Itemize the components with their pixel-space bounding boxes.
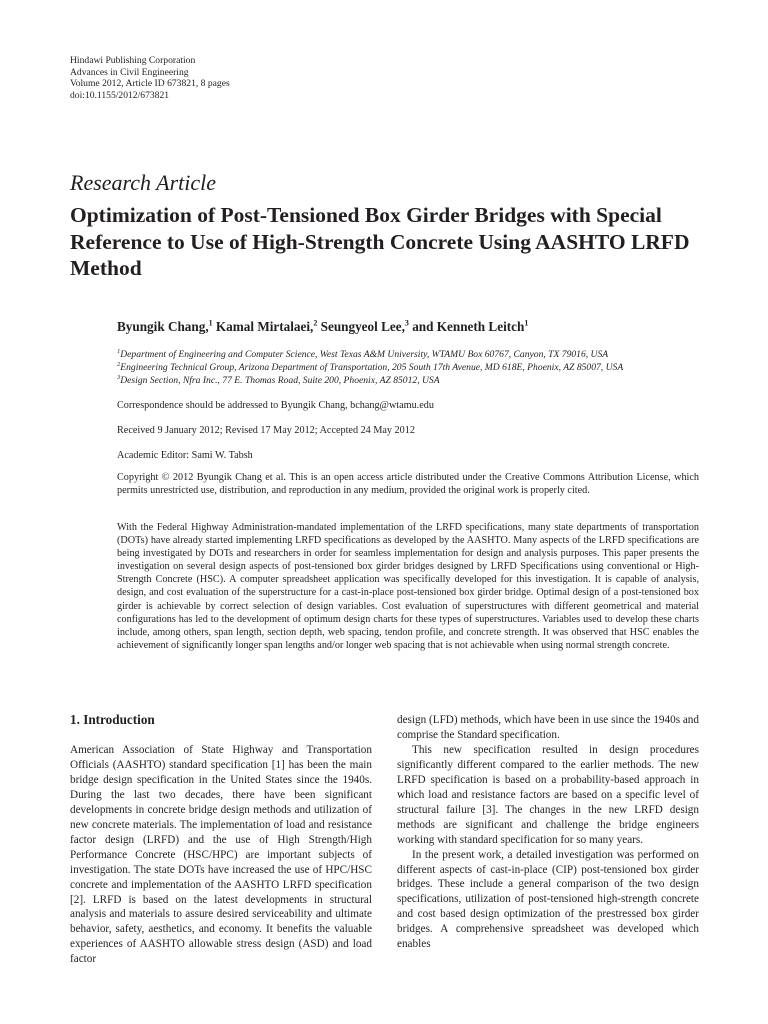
body-paragraph: In the present work, a detailed investigation was performed on different aspects of cast-in-place (CIP) post-tensioned box girder bridges. These include a general comparison of the two design specifications, utilization of post-tensioned high-strength concrete and cost based design optimization of the prestressed box girder bridges. A comprehensive spreadsheet was developed which enables (397, 848, 699, 951)
body-paragraph: design (LFD) methods, which have been in use since the 1940s and comprise the Standard specification. (397, 714, 699, 741)
author-name: Seungyeol Lee, (320, 319, 405, 334)
copyright-notice: Copyright © 2012 Byungik Chang et al. This is an open access article distributed under the Creative Commons Attribution License, which permits unrestricted use, distribution, and reproduction in any medium, provided the original work is properly cited. (117, 472, 699, 497)
volume-info: Volume 2012, Article ID 673821, 8 pages (70, 78, 230, 90)
body-paragraph: This new specification resulted in design procedures significantly different compared to the earlier methods. The new LRFD specification is based on a probability-based approach in which load and resistance factors are based on a specific level of structural failure [3]. The changes in the new LRFD design methods are significant and challenge the bridge engineers working with standard specification for so many years. (397, 743, 699, 846)
affiliation (117, 348, 623, 361)
correspondence: Correspondence should be addressed to Byungik Chang, bchang@wtamu.edu (117, 400, 434, 411)
affiliation-text: Department of Engineering and Computer Science, West Texas A&M University, WTAMU Box 60767, Canyon, TX 79016, USA (120, 349, 609, 360)
affiliation-text: Engineering Technical Group, Arizona Department of Transportation, 205 South 17th Avenue, MD 618E, Phoenix, AZ 85007, USA (120, 362, 624, 373)
author-name: and Kenneth Leitch (412, 319, 525, 334)
author-affiliation-mark: 1 (524, 318, 529, 328)
article-type: Research Article (70, 170, 217, 195)
affiliation (117, 374, 623, 387)
affiliation-mark: 1 (117, 347, 121, 355)
section-heading: 1. Introduction (70, 712, 155, 727)
article-dates: Received 9 January 2012; Revised 17 May 2012; Accepted 24 May 2012 (117, 425, 415, 436)
abstract: With the Federal Highway Administration-mandated implementation of the LRFD specifications, many state departments of transportation (DOTs) have already started implementing LRFD specifications as developed by the AASHTO. Many aspects of the LRFD specifications are being investigated by DOTs and researchers in order for seamless implementation for design and analysis purposes. This paper presents the investigation on several design aspects of post-tensioned box girder bridges designed by LRFD Specifications using conventional or High-Strength Concrete (HSC). A computer spreadsheet application was specifically developed for this investigation. It is capable of analysis, design, and cost evaluation of the superstructure for a cast-in-place post-tensioned box girder bridge. Optimal design of a post-tensioned box girder is achievable by correct selection of design variables. Cost evaluation of superstructures with different geometrical and material configurations has led to the development of optimum design charts for these types of superstructures. Variables used to develop these charts include, among others, span length, section depth, web spacing, tendon profile, and concrete strength. It was observed that HSC enables the achievement of significantly longer span lengths and/or longer web spacing that is not achievable when using normal strength concrete. (117, 522, 699, 651)
affiliation-mark: 2 (117, 360, 121, 368)
article-title: Optimization of Post-Tensioned Box Girder Bridges with Special Reference to Use of High-Strength Concrete Using AASHTO LRFD Method (70, 203, 690, 280)
body-paragraph: American Association of State Highway and Transportation Officials (AASHTO) standard specification [1] has been the main bridge design specification in the United States since the 1940s. During the last two decades, there have been significant developments in concrete bridge design methods and utilization of new concrete materials. The implementation of load and resistance factor design (LRFD) and the use of High Strength/High Performance Concrete (HSC/HPC) are important subjects of investigation. The state DOTs have increased the use of HPC/HSC concrete and implementation of the AASHTO LRFD specification [2]. LRFD is based on the latest developments in structural analysis and materials to assure desired serviceability and ultimate behavior, safety, aesthetics, and economy. It benefits the valuable experiences of AASHTO allowable stress design (ASD) and load factor (70, 744, 372, 966)
affiliation-list (117, 348, 623, 387)
author-name: Byungik Chang, (117, 319, 209, 334)
affiliation (117, 361, 623, 374)
journal-header (70, 55, 230, 101)
journal-name: Advances in Civil Engineering (70, 66, 189, 78)
academic-editor: Academic Editor: Sami W. Tabsh (117, 450, 253, 461)
publisher: Hindawi Publishing Corporation (70, 55, 196, 66)
affiliation-text: Design Section, Nfra Inc., 77 E. Thomas Road, Suite 200, Phoenix, AZ 85012, USA (120, 375, 440, 386)
author-affiliation-mark: 1 (208, 318, 213, 328)
author-affiliation-mark: 3 (404, 318, 409, 328)
affiliation-mark: 3 (117, 373, 121, 381)
left-column (70, 743, 372, 967)
author-list (117, 319, 528, 335)
right-column (397, 713, 699, 952)
author-name: Kamal Mirtalaei, (215, 319, 314, 334)
author-affiliation-mark: 2 (313, 318, 318, 328)
doi: doi:10.1155/2012/673821 (70, 89, 170, 101)
